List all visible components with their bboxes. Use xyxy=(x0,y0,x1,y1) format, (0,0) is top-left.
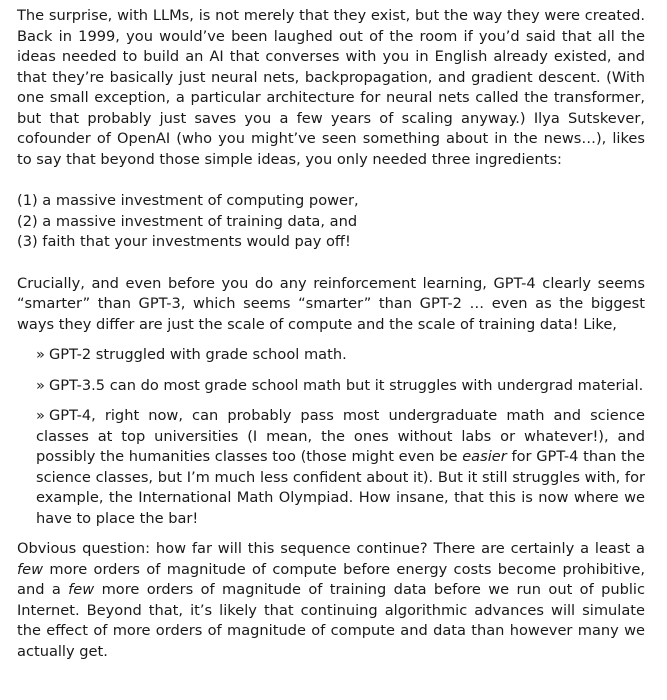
paragraph-gpt-comparison: Crucially, and even before you do any reinforcement learning, GPT-4 clearly seems “smarter” than GPT-3, which seems “smarter” than GPT-2 … even as the biggest ways they differ are just the scale of compute and the scale of training data! Like, xyxy=(17,274,645,333)
ingredient-item: (2) a massive investment of training data, and xyxy=(17,212,358,230)
list-item-text: GPT-3.5 can do most grade school math but it struggles with undergrad material. xyxy=(48,376,644,394)
list-item xyxy=(36,345,645,366)
list-item xyxy=(36,376,645,397)
bullet-marker: » xyxy=(36,407,45,424)
gpt-bullet-list xyxy=(17,345,645,529)
paragraph-text: more orders of magnitude of compute before energy costs become prohibitive, and a xyxy=(17,560,645,598)
paragraph-text: more orders of magnitude of training data before we run out of public Internet. Beyond that, it’s likely that continuing algorithmic advances will simulate the effect of more orders of magnitude of compute and data than however many we actually get. xyxy=(17,581,645,660)
list-item-text: GPT-2 struggled with grade school math. xyxy=(48,346,347,363)
bullet-marker: » xyxy=(36,346,45,363)
ingredient-item: (3) faith that your investments would pay off! xyxy=(17,233,351,250)
paragraph-intro: The surprise, with LLMs, is not merely that they exist, but the way they were created. Back in 1999, you would’ve been laughed out of the room if you’d said that all the ideas needed to build an AI that converses with you in English already existed, and that they’re basically just neural nets, backpropagation, and gradient descent. (With one small exception, a particular architecture for neural nets called the transformer, but that probably just saves you a few years of scaling anyway.) Ilya Sutskever, cofounder of OpenAI (who you might’ve seen something about in the news…), likes to say that beyond those simple ideas, you only needed three ingredients: xyxy=(17,7,645,168)
ingredient-item: (1) a massive investment of computing power, xyxy=(17,192,359,209)
paragraph-text: Obvious question: how far will this sequence continue? There are certainly a least a xyxy=(17,540,645,557)
bullet-marker: » xyxy=(36,376,45,394)
list-item xyxy=(36,406,645,529)
ingredients-list xyxy=(17,191,645,253)
paragraph-scaling-question xyxy=(17,539,645,662)
emphasis-text: easier xyxy=(462,448,507,465)
emphasis-text: few xyxy=(68,581,95,598)
list-item-text: GPT-4, right now, can probably pass most undergraduate math and science classes at top universities (I mean, the ones without labs or whatever!), and possibly the humanities classes too (those might even be xyxy=(36,407,645,465)
emphasis-text: few xyxy=(17,560,44,578)
list-item-text: for GPT-4 than the science classes, but I’m much less confident about it). But it still struggles with, for example, the International Math Olympiad. How insane, that this is now where we have to place the bar! xyxy=(36,448,645,527)
